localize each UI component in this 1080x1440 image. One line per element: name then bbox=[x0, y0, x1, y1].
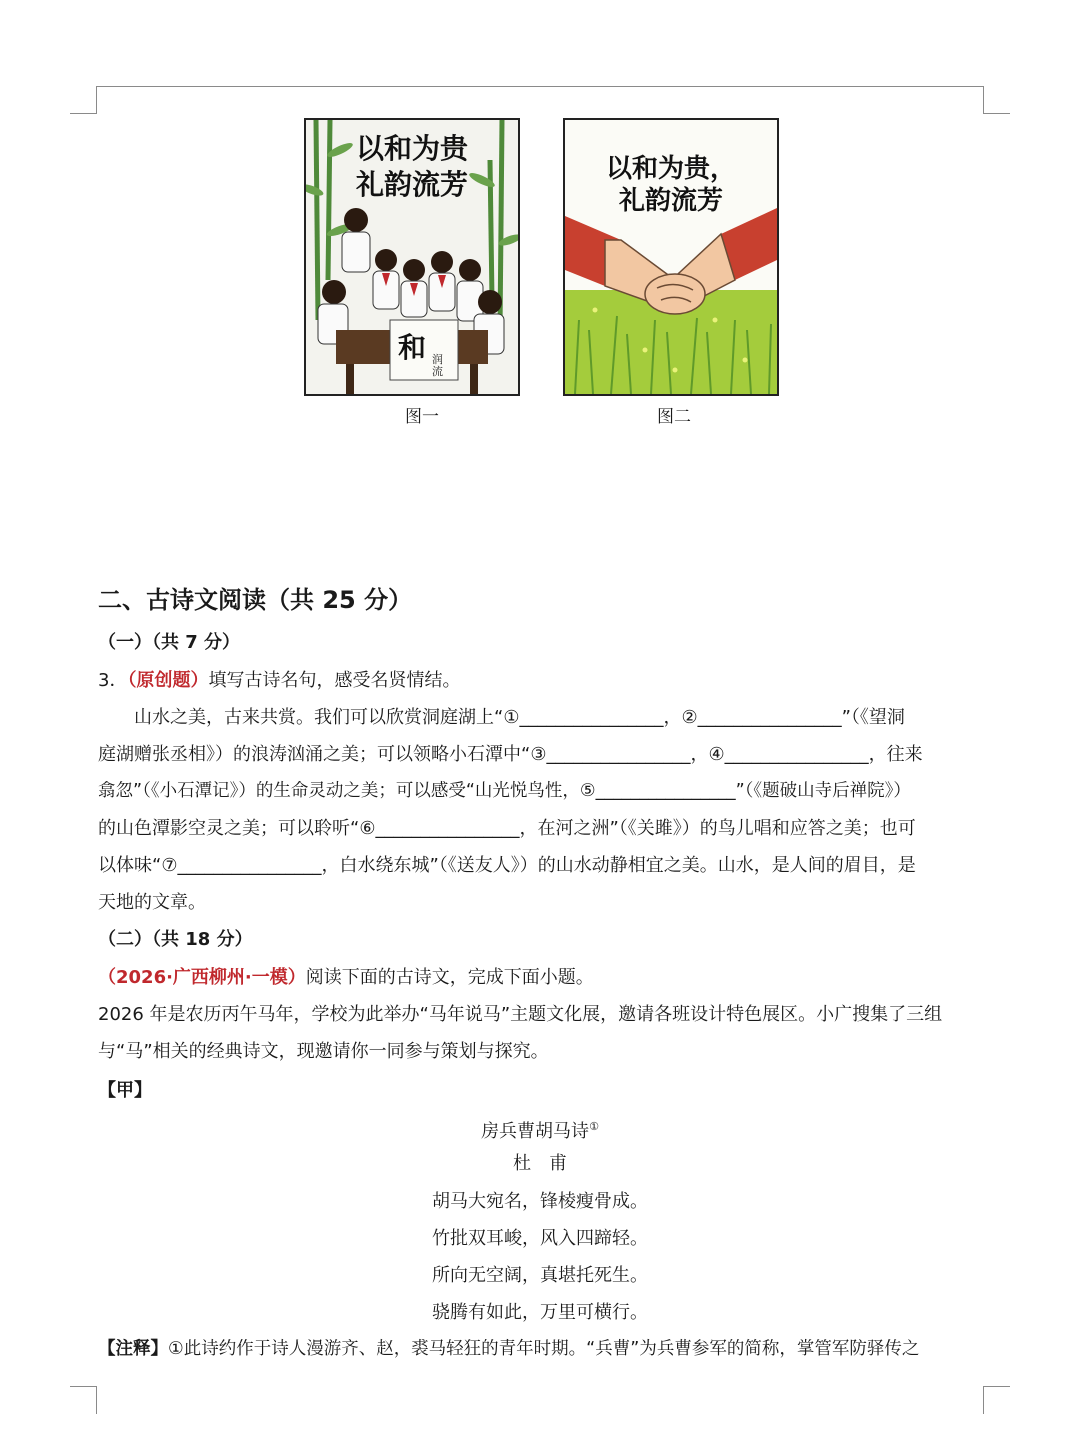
poem-line: 所向无空阔，真堪托死生。 bbox=[432, 1265, 648, 1286]
part2-header: （二）（共 18 分） bbox=[98, 929, 253, 950]
crop-mark-top-right bbox=[983, 86, 984, 114]
q3-instruction: 填写古诗名句，感受名贤情结。 bbox=[208, 670, 461, 691]
q3-passage-line: 天地的文章。 bbox=[98, 892, 206, 913]
q3-passage bbox=[98, 699, 982, 921]
figure-1-title-line2: 礼韵流芳 bbox=[355, 168, 468, 201]
crop-mark-bottom-left-h bbox=[70, 1386, 97, 1387]
part1-header: （一）（共 7 分） bbox=[98, 632, 241, 653]
figure-1-scroll-char: 和 bbox=[398, 331, 427, 364]
poem-line: 胡马大宛名，锋棱瘦骨成。 bbox=[432, 1191, 648, 1212]
q3-tag: （原创题） bbox=[127, 670, 209, 691]
q3-passage-line: 以体味“⑦________________，白水绕东城”（《送友人》）的山水动静相宜之美。山水，是人间的眉目，是 bbox=[98, 855, 916, 876]
figure-2-title-line2: 礼韵流芳 bbox=[618, 186, 723, 216]
q3-passage-line: 的山色潭影空灵之美；可以聆听“⑥________________，在河之洲”（《关雎》）的鸟儿唱和应答之美；也可 bbox=[98, 818, 916, 839]
note-line bbox=[98, 1331, 982, 1368]
q3-passage-line: 翕忽”（《小石潭记》）的生命灵动之美；可以感受“山光悦鸟性，⑤________________”（《题破山寺后禅院》） bbox=[98, 781, 911, 801]
note-text: ①此诗约作于诗人漫游齐、赵，裘马轻狂的青年时期。“兵曹”为兵曹参军的简称，掌管军防驿传之 bbox=[168, 1339, 920, 1359]
poem-title: 房兵曹胡马诗 bbox=[481, 1121, 590, 1142]
poem-line: 骁腾有如此，万里可横行。 bbox=[432, 1302, 648, 1323]
poem-title-note: ① bbox=[589, 1120, 599, 1133]
crop-mark-top-left bbox=[96, 86, 97, 114]
context-line: 与“马”相关的经典诗文，现邀请你一同参与策划与探究。 bbox=[98, 1041, 549, 1062]
poem-line: 竹批双耳峻，风入四蹄轻。 bbox=[432, 1228, 648, 1249]
figure-1-caption: 图一 bbox=[405, 407, 439, 427]
q3-line bbox=[98, 662, 982, 699]
figure-1-title-line1: 以和为贵 bbox=[355, 132, 468, 165]
part2-instruction: 阅读下面的古诗文，完成下面小题。 bbox=[305, 967, 594, 988]
part2-tag: （2026·广西柳州·一模） bbox=[98, 967, 306, 988]
poem-author: 杜 甫 bbox=[513, 1153, 567, 1174]
note-label: 【注释】 bbox=[98, 1339, 168, 1359]
context-line: 2026 年是农历丙午马年，学校为此举办“马年说马”主题文化展，邀请各班设计特色展区。小广搜集了三组 bbox=[98, 1004, 943, 1025]
crop-mark-bottom-left bbox=[96, 1386, 97, 1414]
figure-2-caption: 图二 bbox=[657, 407, 691, 427]
part2-context bbox=[98, 996, 982, 1070]
q3-number: 3． bbox=[98, 670, 128, 691]
poem-title-row bbox=[98, 1108, 982, 1150]
poem-body bbox=[98, 1183, 982, 1331]
crop-mark-bottom-right-h bbox=[983, 1386, 1010, 1387]
figure-2-poster bbox=[563, 118, 779, 396]
part2-intro-line bbox=[98, 959, 982, 996]
figure-1-scroll-small: 润流 bbox=[432, 353, 443, 378]
crop-mark-bottom-right bbox=[983, 1386, 984, 1414]
section-title: 二、古诗文阅读（共 25 分） bbox=[98, 586, 413, 614]
q3-passage-line: 山水之美，古来共赏。我们可以欣赏洞庭湖上“①________________，②________________”（《望洞 bbox=[98, 707, 905, 728]
figure-2-title-line1: 以和为贵， bbox=[605, 154, 736, 184]
crop-mark-top-right-h bbox=[983, 113, 1010, 114]
crop-mark-top-left-h bbox=[70, 113, 97, 114]
jia-label: 【甲】 bbox=[98, 1080, 152, 1101]
figure-1-poster bbox=[304, 118, 520, 396]
page-top-border bbox=[96, 86, 984, 87]
q3-passage-line: 庭湖赠张丞相》）的浪涛汹涌之美；可以领略小石潭中“③________________，④________________，往来 bbox=[98, 744, 923, 765]
